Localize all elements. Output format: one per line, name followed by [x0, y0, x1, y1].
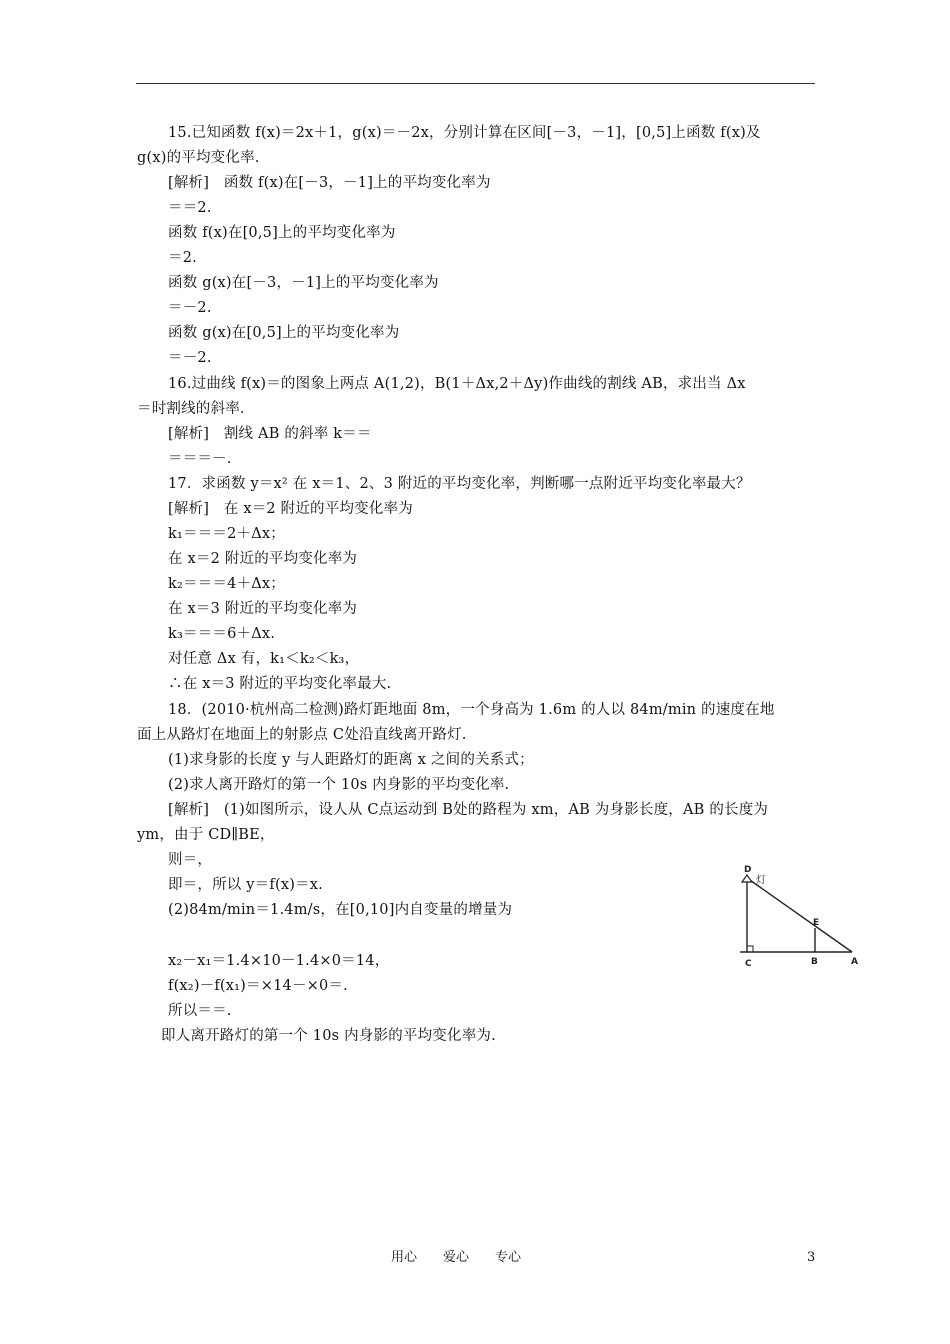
light-ray-line: [747, 878, 852, 952]
solution-15-line-4: ＝2.: [168, 250, 197, 266]
page-number: 3: [807, 1250, 816, 1265]
problem-16-line-2: ＝时割线的斜率.: [137, 401, 245, 417]
label-b: B: [811, 957, 818, 967]
problem-18-part-2: (2)求人离开路灯的第一个 10s 内身影的平均变化率.: [168, 777, 510, 793]
solution-15-line-6: ＝－2.: [168, 300, 212, 316]
label-c: C: [745, 959, 752, 969]
solution-17-line-4: k₂＝＝＝4＋Δx；: [168, 576, 285, 592]
lamp-shadow-figure: [734, 858, 870, 970]
solution-18-line-6: x₂－x₁＝1.4×10－1.4×0＝14，: [168, 953, 390, 969]
label-lamp: 灯: [756, 875, 766, 886]
solution-15-line-1: [解析] 函数 f(x)在[－3，－1]上的平均变化率为: [168, 175, 491, 191]
label-a: A: [851, 957, 858, 967]
solution-17-line-7: 对任意 Δx 有，k₁＜k₂＜k₃，: [168, 651, 360, 667]
problem-17-line-1: 17．求函数 y＝x² 在 x＝1、2、3 附近的平均变化率，判断哪一点附近平均变化率最大？: [168, 476, 751, 492]
label-d: D: [744, 865, 752, 875]
solution-15-line-5: 函数 g(x)在[－3，－1]上的平均变化率为: [168, 275, 439, 291]
solution-17-line-1: [解析] 在 x＝2 附近的平均变化率为: [168, 501, 413, 517]
solution-17-line-5: 在 x＝3 附近的平均变化率为: [168, 601, 358, 617]
problem-15-line-1: 15.已知函数 f(x)＝2x＋1，g(x)＝－2x，分别计算在区间[－3，－1]，[0,5]上函数 f(x)及: [168, 125, 761, 141]
solution-17-line-6: k₃＝＝＝6＋Δx.: [168, 626, 276, 642]
solution-17-line-8: ∴在 x＝3 附近的平均变化率最大.: [168, 676, 392, 692]
problem-18-line-1: 18．(2010·杭州高二检测)路灯距地面 8m，一个身高为 1.6m 的人以 84m/min 的速度在地: [168, 702, 775, 718]
solution-15-line-8: ＝－2.: [168, 350, 212, 366]
lamp-icon: [742, 875, 752, 882]
solution-17-line-2: k₁＝＝＝2＋Δx；: [168, 526, 285, 542]
solution-18-line-3: 则＝，: [168, 852, 213, 868]
solution-18-line-9: 即人离开路灯的第一个 10s 内身影的平均变化率为.: [161, 1028, 496, 1044]
solution-16-line-1: [解析] 割线 AB 的斜率 k＝＝: [168, 426, 372, 442]
problem-18-part-1: (1)求身影的长度 y 与人距路灯的距离 x 之间的关系式；: [168, 752, 534, 768]
solution-17-line-3: 在 x＝2 附近的平均变化率为: [168, 551, 358, 567]
solution-18-line-2: ym，由于 CD∥BE，: [137, 827, 275, 843]
solution-18-line-1: [解析] (1)如图所示，设人从 C点运动到 B处的路程为 xm，AB 为身影长度，AB 的长度为: [168, 802, 769, 818]
solution-18-line-4: 即＝，所以 y＝f(x)＝x.: [168, 877, 323, 893]
solution-15-line-7: 函数 g(x)在[0,5]上的平均变化率为: [168, 325, 400, 341]
right-angle-mark: [747, 946, 753, 952]
header-rule: [136, 83, 815, 84]
solution-18-line-7: f(x₂)－f(x₁)＝×14－×0＝.: [168, 978, 348, 994]
problem-15-line-2: g(x)的平均变化率.: [137, 150, 260, 166]
solution-18-line-5: (2)84m/min＝1.4m/s，在[0,10]内自变量的增量为: [168, 902, 513, 918]
label-e: E: [813, 918, 820, 928]
problem-16-line-1: 16.过曲线 f(x)＝的图象上两点 A(1,2)，B(1＋Δx,2＋Δy)作曲线的割线 AB，求出当 Δx: [168, 376, 746, 392]
solution-15-line-3: 函数 f(x)在[0,5]上的平均变化率为: [168, 225, 396, 241]
footer-slogan: 用心 爱心 专心: [391, 1250, 522, 1265]
solution-15-line-2: ＝＝2.: [168, 200, 212, 216]
problem-18-line-2: 面上从路灯在地面上的射影点 C处沿直线离开路灯.: [137, 727, 467, 743]
solution-18-line-8: 所以＝＝.: [168, 1003, 232, 1019]
solution-16-line-2: ＝＝＝－.: [168, 451, 232, 467]
